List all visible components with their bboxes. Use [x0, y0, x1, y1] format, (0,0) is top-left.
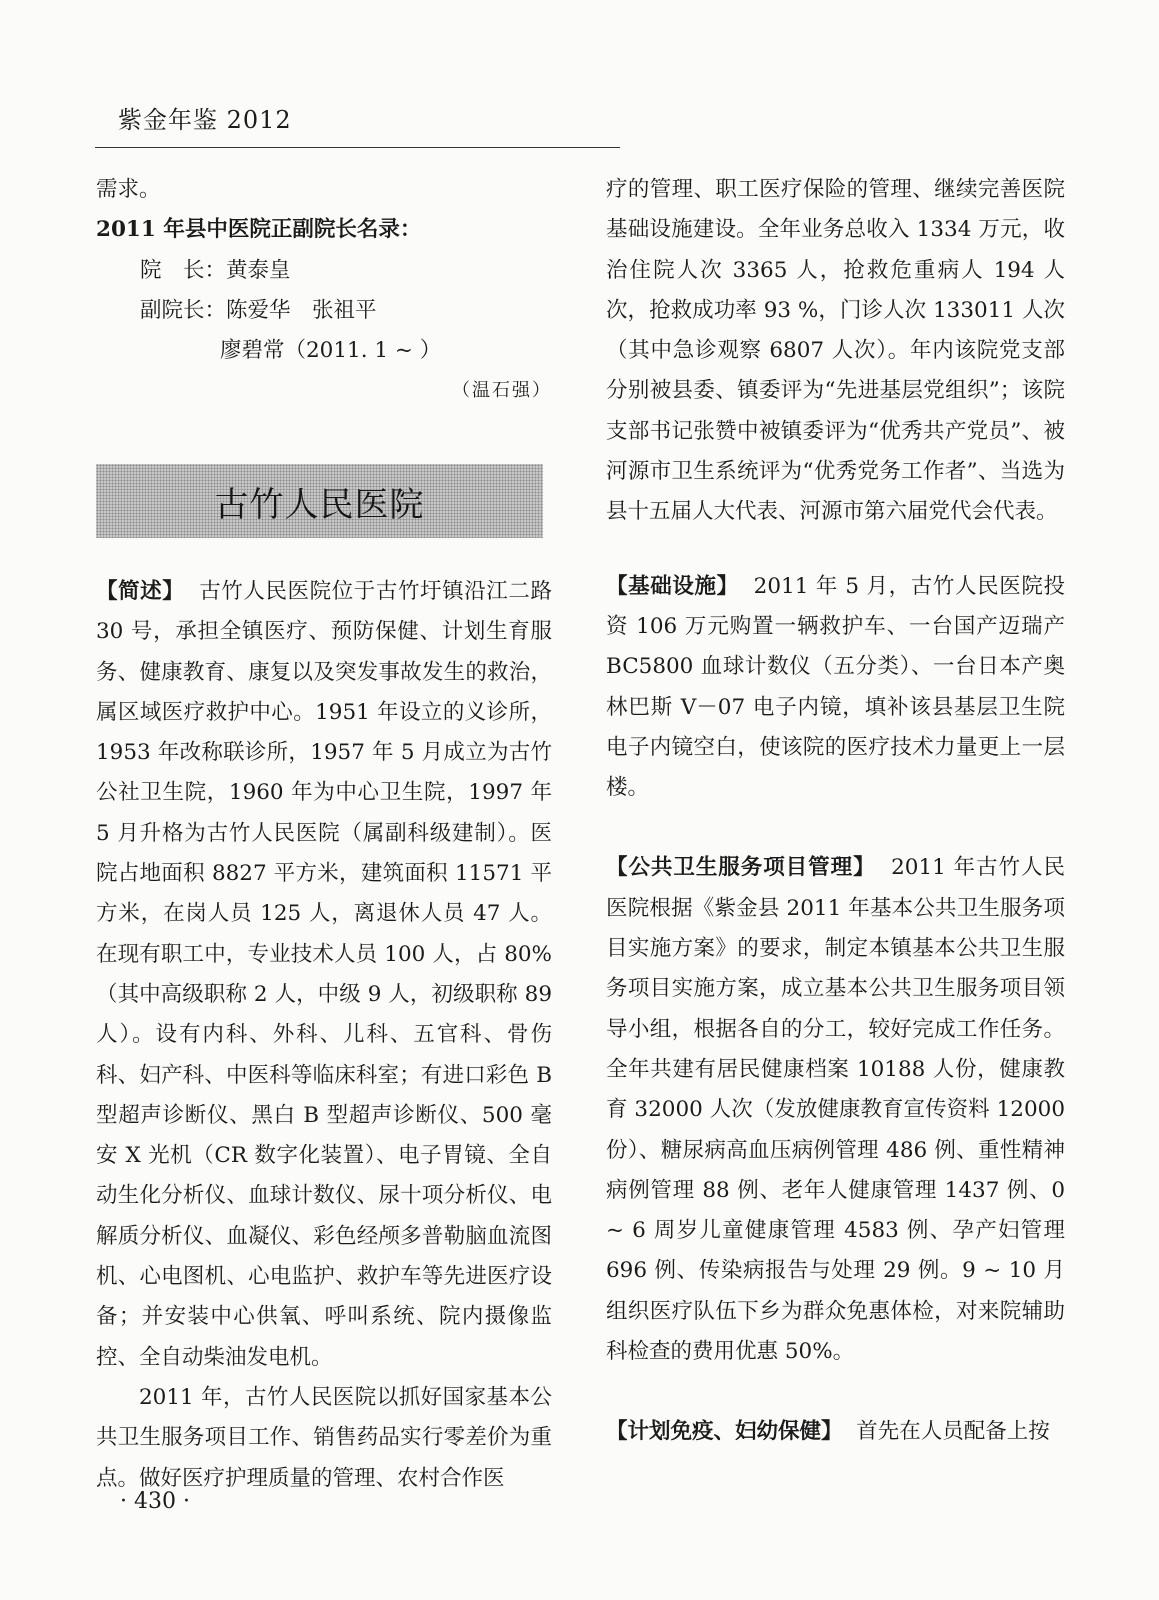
summary-text: 古竹人民医院位于古竹圩镇沿江二路 30 号，承担全镇医疗、预防保健、计划生育服务、健康教育、康复以及突发事故发生的救治，属区域医疗救护中心。1951 年设立的义诊所，1953 年改称联诊所，1957 年 5 月成立为古竹公社卫生院，1960 年为中心卫生院，1997 年 5 月升格为古竹人民医院（属副科级建制）。医院占地面积 8827 平方米，建筑面积 11571 平方米，在岗人员 125 人，离退休人员 47 人。在现有职工中，专业技术人员 100 人，占 80%（其中高级职称 2 人，中级 9 人，初级职称 89 人）。设有内科、外科、儿科、五官科、骨伤科、妇产科、中医科等临床科室；有进口彩色 B 型超声诊断仪、黑白 B 型超声诊断仪、500 毫安 X 光机（CR 数字化装置）、电子胃镜、全自动生化分析仪、血球计数仪、尿十项分析仪、电解质分析仪、血凝仪、彩色经颅多普勒脑血流图机、心电图机、心电监护、救护车等先进医疗设备；并安装中心供氧、呼叫系统、院内摄像监控、全自动柴油发电机。	[96, 579, 552, 1370]
immunization-heading: 【计划免疫、妇幼保健】	[606, 1419, 843, 1445]
roster-line-vice-presidents: 副院长：陈爱华 张祖平	[140, 297, 377, 323]
article-title: 古竹人民医院	[214, 484, 425, 525]
infrastructure-paragraph	[606, 567, 1065, 809]
left-column-top	[96, 170, 552, 412]
header-rule	[95, 147, 620, 148]
summary-heading: 【简述】	[96, 579, 185, 604]
immunization-paragraph	[606, 1412, 1065, 1452]
running-title: 紫金年鉴 2012	[118, 106, 292, 134]
author-signature: （温石强）	[452, 380, 552, 402]
roster-line-vice-president-2: 廖碧常（2011. 1 ~ ）	[220, 338, 442, 364]
public-health-heading: 【公共卫生服务项目管理】	[606, 855, 876, 881]
article-title-banner	[96, 464, 543, 538]
section-spacer	[606, 533, 1065, 567]
right-column	[606, 170, 1065, 1453]
section-spacer	[606, 1372, 1065, 1412]
infrastructure-text: 2011 年 5 月，古竹人民医院投资 106 万元购置一辆救护车、一台国产迈瑞产 BC5800 血球计数仪（五分类）、一台日本产奥林巴斯 V－07 电子内镜，填补该县基层卫生院电子内镜空白，使该院的医疗技术力量更上一层楼。	[606, 573, 1065, 801]
annual-work-continued: 疗的管理、职工医疗保险的管理、继续完善医院基础设施建设。全年业务总收入 1334 万元，收治住院人次 3365 人，抢救危重病人 194 人次，抢救成功率 93 %，门诊人次 133011 人次（其中急诊观察 6807 人次）。年内该院党支部分别被县委、镇委评为“先进基层党组织”；该院支部书记张赞中被镇委评为“优秀共产党员”、被河源市卫生系统评为“优秀党务工作者”、当选为县十五届人大代表、河源市第六届党代会代表。	[606, 177, 1065, 525]
annual-work-paragraph: 2011 年，古竹人民医院以抓好国家基本公共卫生服务项目工作、销售药品实行零差价为重点。做好医疗护理质量的管理、农村合作医	[96, 1384, 552, 1491]
roster-title: 2011 年县中医院正副院长名录：	[96, 217, 422, 243]
infrastructure-heading: 【基础设施】	[606, 573, 739, 599]
page-number: · 430 ·	[120, 1489, 190, 1514]
public-health-paragraph	[606, 848, 1065, 1372]
left-column-body	[96, 572, 552, 1499]
immunization-text: 首先在人员配备上按	[856, 1419, 1050, 1445]
public-health-text: 2011 年古竹人民医院根据《紫金县 2011 年基本公共卫生服务项目实施方案》的要求，制定本镇基本公共卫生服务项目实施方案，成立基本公共卫生服务项目领导小组，根据各自的分工，较好完成工作任务。全年共建有居民健康档案 10188 人份，健康教育 32000 人次（发放健康教育宣传资料 12000 份）、糖尿病高血压病例管理 486 例、重性精神病例管理 88 例、老年人健康管理 1437 例、0 ~ 6 周岁儿童健康管理 4583 例、孕产妇管理 696 例、传染病报告与处理 29 例。9 ~ 10 月组织医疗队伍下乡为群众免惠体检，对来院辅助科检查的费用优惠 50%。	[606, 855, 1065, 1365]
roster-line-president: 院 长：黄泰皇	[140, 257, 291, 283]
summary-paragraph	[96, 572, 552, 1378]
section-spacer	[606, 808, 1065, 848]
continued-text: 需求。	[96, 177, 161, 202]
